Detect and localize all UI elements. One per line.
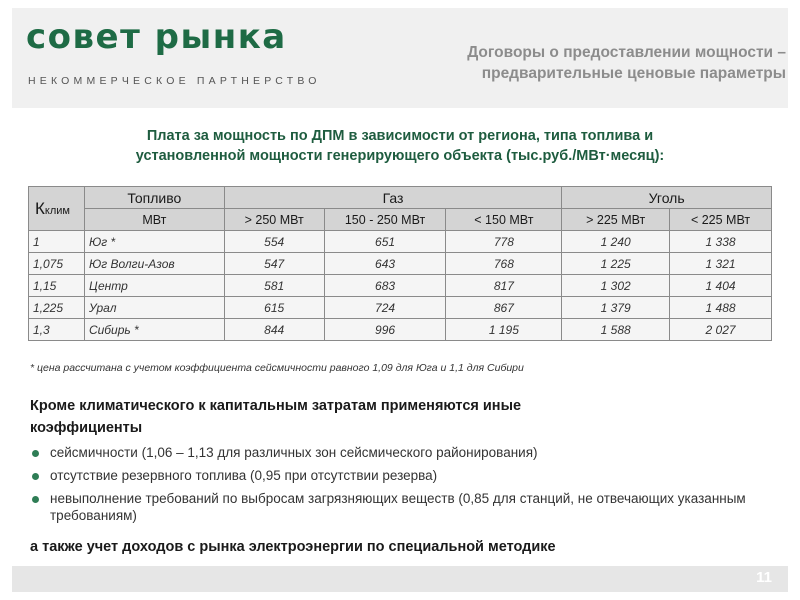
region-cell: Сибирь * [84, 319, 224, 341]
value-cell: 1 302 [562, 275, 670, 297]
k-clim-cell: 1,15 [29, 275, 85, 297]
value-cell: 844 [224, 319, 324, 341]
value-cell: 1 379 [562, 297, 670, 319]
table-row [29, 319, 772, 341]
k-clim-cell: 1 [29, 231, 85, 253]
value-cell: 554 [224, 231, 324, 253]
k-clim-header [29, 187, 85, 231]
k-clim-subscript: клим [44, 204, 70, 217]
table-row [29, 297, 772, 319]
tariff-table [28, 186, 772, 341]
range-header: < 225 МВт [670, 209, 772, 231]
slide-title-line2: предварительные ценовые параметры [481, 65, 786, 82]
value-cell: 1 240 [562, 231, 670, 253]
region-cell: Юг Волги-Азов [84, 253, 224, 275]
value-cell: 1 404 [670, 275, 772, 297]
region-cell: Юг * [84, 231, 224, 253]
range-header: < 150 МВт [446, 209, 562, 231]
fuel-header: Топливо [84, 187, 224, 209]
list-item [30, 467, 780, 484]
list-item-text: невыполнение требований по выбросам загрязняющих веществ (0,85 для станций, не отвечающих указанным требованиям) [50, 491, 746, 523]
value-cell: 643 [324, 253, 446, 275]
value-cell: 2 027 [670, 319, 772, 341]
value-cell: 724 [324, 297, 446, 319]
list-item-text: сейсмичности (1,06 – 1,13 для различных зон сейсмического районирования) [50, 445, 538, 460]
value-cell: 581 [224, 275, 324, 297]
value-cell: 996 [324, 319, 446, 341]
table-caption-line2: установленной мощности генерирующего объекта (тыс.руб./МВт·месяц): [135, 148, 665, 164]
value-cell: 1 321 [670, 253, 772, 275]
coefficients-heading-line1: Кроме климатического к капитальным затратам применяются иные [30, 398, 522, 414]
range-header: 150 - 250 МВт [324, 209, 446, 231]
logo-subtitle: НЕКОММЕРЧЕСКОЕ ПАРТНЕРСТВО [28, 75, 321, 87]
table-row [29, 253, 772, 275]
coefficients-heading [30, 395, 760, 439]
coal-header: Уголь [562, 187, 772, 209]
region-cell: Центр [84, 275, 224, 297]
list-item [30, 490, 780, 524]
k-clim-cell: 1,075 [29, 253, 85, 275]
value-cell: 1 488 [670, 297, 772, 319]
table-subheader-row [29, 209, 772, 231]
coefficients-heading-line2: коэффициенты [30, 420, 143, 436]
bullet-icon [32, 496, 39, 503]
bullet-icon [32, 450, 39, 457]
value-cell: 817 [446, 275, 562, 297]
list-item [30, 444, 780, 461]
bullet-icon [32, 473, 39, 480]
page-number: 11 [756, 569, 772, 586]
k-clim-main: К [35, 198, 45, 218]
table-caption [12, 126, 788, 166]
footer-band [12, 566, 788, 592]
range-header: > 225 МВт [562, 209, 670, 231]
slide-title-line1: Договоры о предоставлении мощности – [467, 44, 786, 61]
table-row [29, 275, 772, 297]
table-caption-line1: Плата за мощность по ДПМ в зависимости от региона, типа топлива и [146, 128, 654, 144]
value-cell: 547 [224, 253, 324, 275]
value-cell: 683 [324, 275, 446, 297]
value-cell: 778 [446, 231, 562, 253]
value-cell: 1 195 [446, 319, 562, 341]
value-cell: 768 [446, 253, 562, 275]
table-header-row [29, 187, 772, 209]
logo: совет рынка [26, 17, 287, 57]
k-clim-cell: 1,3 [29, 319, 85, 341]
range-header: > 250 МВт [224, 209, 324, 231]
region-cell: Урал [84, 297, 224, 319]
value-cell: 651 [324, 231, 446, 253]
closing-statement: а также учет доходов с рынка электроэнергии по специальной методике [30, 539, 556, 555]
list-item-text: отсутствие резервного топлива (0,95 при отсутствии резерва) [50, 468, 438, 483]
slide-title [346, 42, 786, 84]
mw-header: МВт [84, 209, 224, 231]
k-clim-cell: 1,225 [29, 297, 85, 319]
table-row [29, 231, 772, 253]
value-cell: 867 [446, 297, 562, 319]
coefficients-list [30, 444, 780, 530]
value-cell: 615 [224, 297, 324, 319]
value-cell: 1 225 [562, 253, 670, 275]
gas-header: Газ [224, 187, 562, 209]
footnote: * цена рассчитана с учетом коэффициента сейсмичности равного 1,09 для Юга и 1,1 для Сибири [30, 362, 524, 374]
value-cell: 1 588 [562, 319, 670, 341]
value-cell: 1 338 [670, 231, 772, 253]
